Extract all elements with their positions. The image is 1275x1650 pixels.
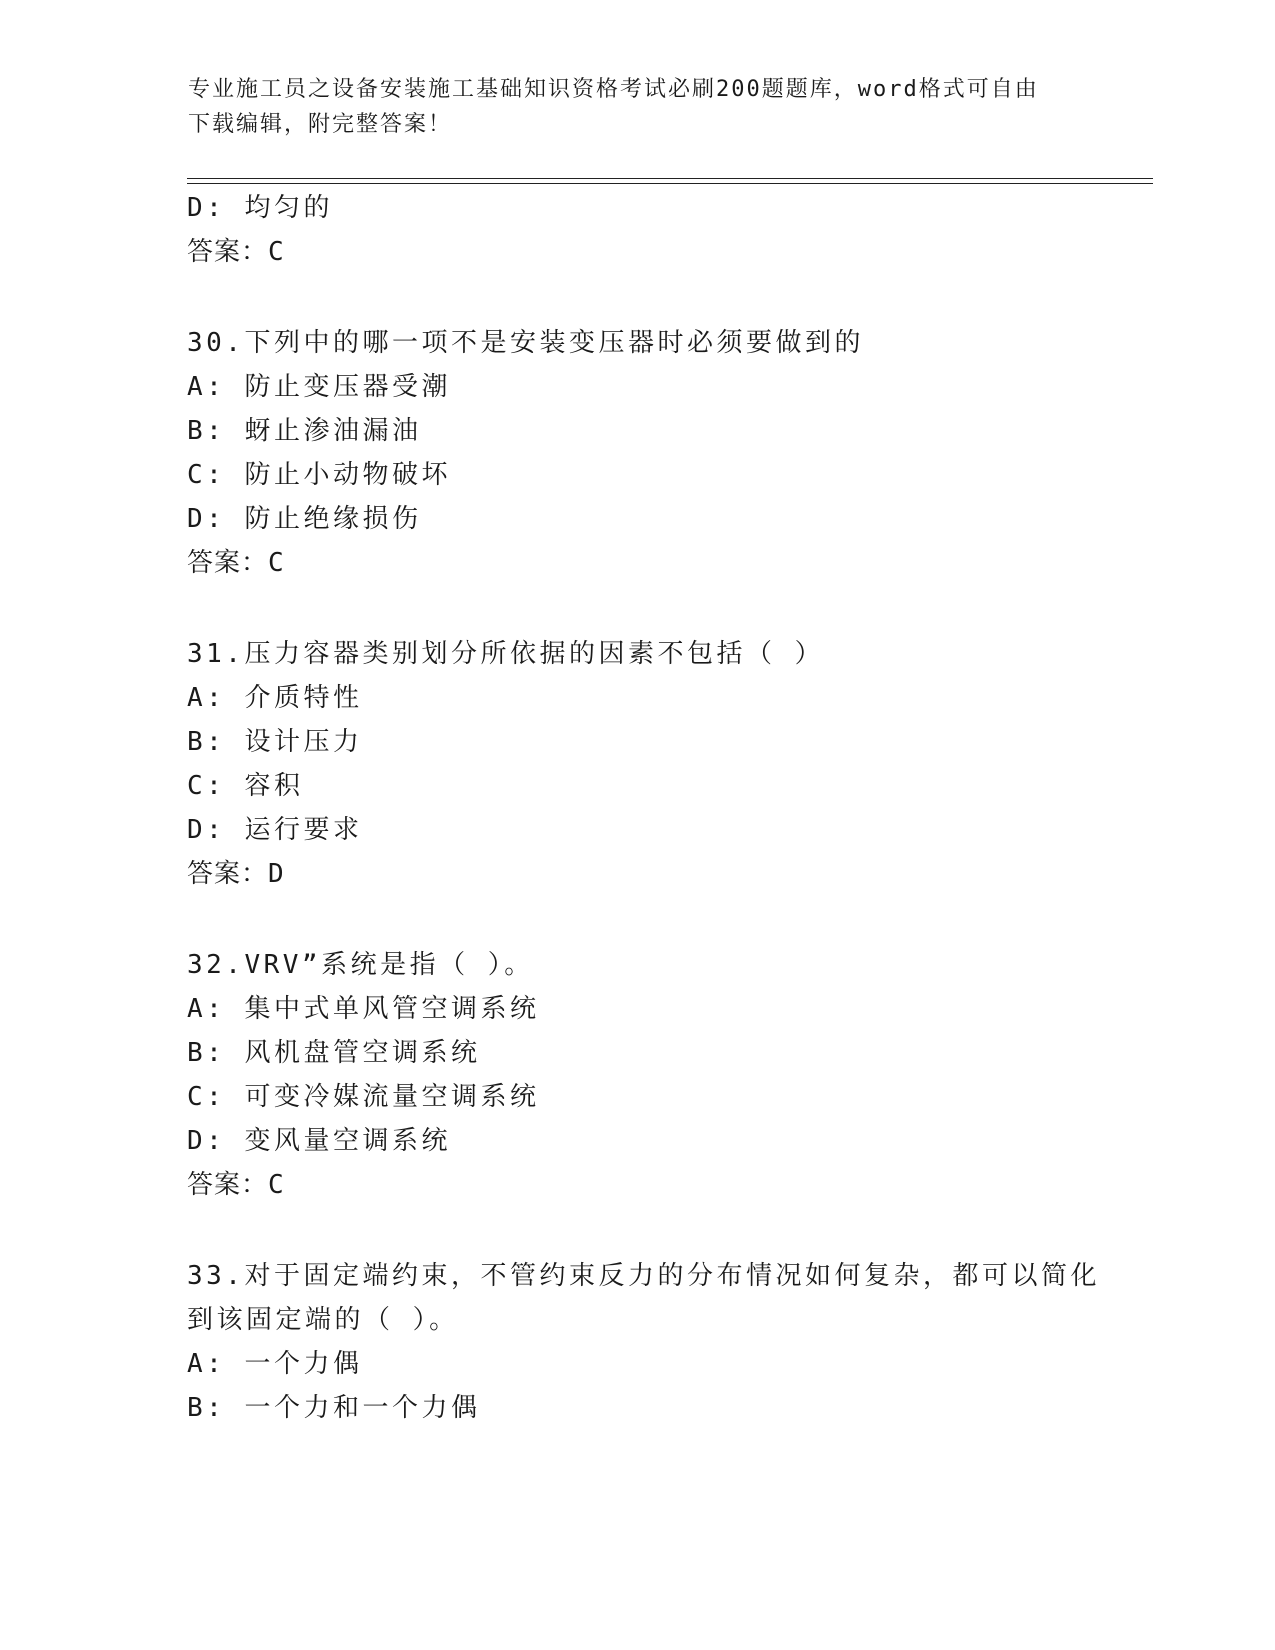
- question-33-continued: 到该固定端的（ ）。: [187, 1305, 459, 1335]
- document-header: [188, 72, 1088, 142]
- option-c: C: 防止小动物破坏: [187, 460, 451, 490]
- option-a: A: 防止变压器受潮: [187, 372, 451, 402]
- question-31: 31.压力容器类别划分所依据的因素不包括（ ）: [187, 639, 825, 669]
- option-d: D: 运行要求: [187, 815, 363, 845]
- option-c: C: 容积: [187, 771, 304, 801]
- question-30: 30.下列中的哪一项不是安装变压器时必须要做到的: [187, 328, 864, 358]
- option-b: B: 一个力和一个力偶: [187, 1393, 481, 1423]
- answer: 答案：D: [187, 859, 285, 889]
- answer: 答案：C: [187, 1170, 285, 1200]
- answer: 答案：C: [187, 237, 285, 267]
- option-d: D: 防止绝缘损伤: [187, 504, 422, 534]
- option-b: B: 风机盘管空调系统: [187, 1038, 481, 1068]
- option-d: D: 均匀的: [187, 193, 333, 223]
- header-line-2: 下载编辑，附完整答案！: [188, 112, 453, 137]
- header-line-1: 专业施工员之设备安装施工基础知识资格考试必刷200题题库，word格式可自由: [188, 77, 1039, 102]
- option-d: D: 变风量空调系统: [187, 1126, 451, 1156]
- option-a: A: 集中式单风管空调系统: [187, 994, 540, 1024]
- header-rule-bottom: [187, 183, 1153, 184]
- option-a: A: 介质特性: [187, 683, 363, 713]
- answer: 答案：C: [187, 548, 285, 578]
- option-c: C: 可变冷媒流量空调系统: [187, 1082, 540, 1112]
- header-rule-top: [187, 178, 1153, 179]
- question-33: 33.对于固定端约束，不管约束反力的分布情况如何复杂，都可以简化: [187, 1261, 1100, 1291]
- question-32: 32.VRV”系统是指（ ）。: [187, 950, 534, 980]
- option-b: B: 蚜止渗油漏油: [187, 416, 422, 446]
- option-b: B: 设计压力: [187, 727, 363, 757]
- option-a: A: 一个力偶: [187, 1349, 363, 1379]
